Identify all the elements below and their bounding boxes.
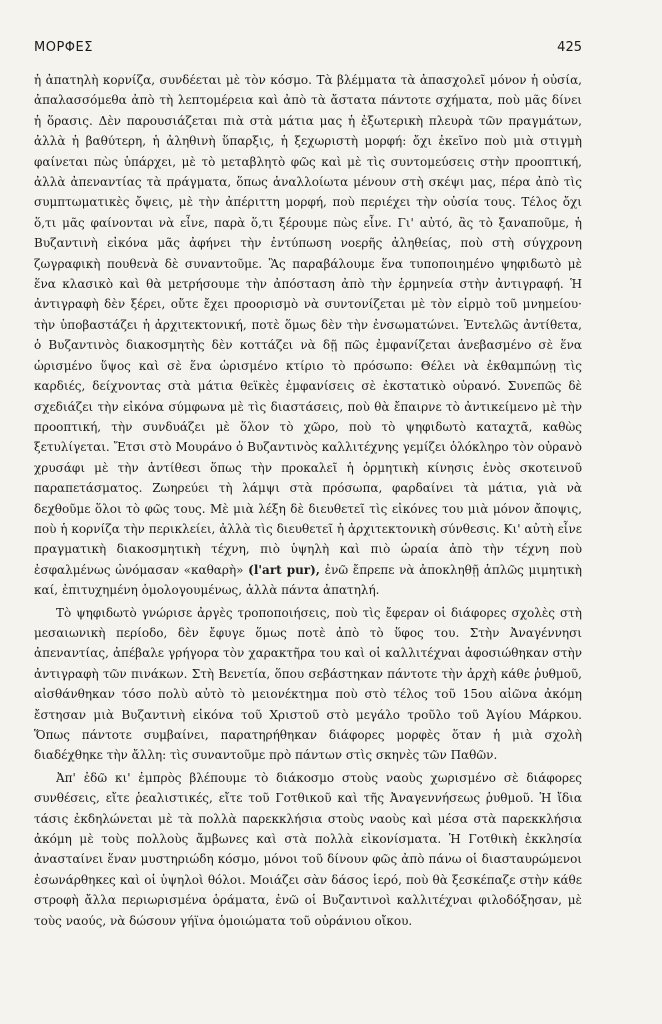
paragraph-1 xyxy=(34,70,582,601)
paragraph-1-text-before: ἡ ἀπατηλὴ κορνίζα, συνδέεται μὲ τὸν κόσμο. Τὰ βλέμματα τὰ ἀπασχολεῖ μόνον ἡ οὐσία, ἀπαλασσόμεθα ἀπὸ τὴ λεπτομέρεια καὶ ἀπὸ τὰ ἄστατα πάντοτε σχήματα, ποὺ μᾶς δίνει ἡ ὅρασις. Δὲν παρουσιάζεται πιὰ στὰ μάτια μας ἡ ἐξωτερικὴ πλευρὰ τῶν πραγμάτων, ἀλλὰ ἡ βαθύτερη, ἡ ἀληθινὴ ὕπαρξις, ἡ ξεχωριστὴ μορφή: ὄχι ἐκεῖνο ποὺ μιὰ στιγμὴ φαίνεται πὼς ὑπάρχει, μὲ τὸ μεταβλητὸ φῶς καὶ μὲ τὶς συντομεύσεις στὴν προοπτική, ἀλλὰ ἀπεναντίας τὰ πράγματα, ὅπως ἀναλλοίωτα μένουν στὴ σκέψι μας, πέρα ἀπὸ τὶς συμπτωματικὲς ὄψεις, μὲ τὴν ἀπέριττη μορφή, ποὺ περιέχει τὴν οὐσία τους. Τέλος ὄχι ὅ,τι μᾶς φαίνονται νὰ εἶνε, παρὰ ὅ,τι ξέρουμε πὼς εἶνε. Γι' αὐτό, ἂς τὸ ξαναποῦμε, ἡ Βυζαντινὴ εἰκόνα μᾶς ἀφήνει τὴν ἐντύπωση νοερῆς ἀληθείας, ποὺ στὴ σύγχρονη ζωγραφικὴ πουθενὰ δὲ συναντοῦμε. Ἂς παραβάλουμε ἕνα τυποποιημένο ψηφιδωτὸ μὲ ἕνα κλασικὸ καὶ θὰ μετρήσουμε τὴν ἀπόσταση ἀπὸ τὴν ἑρμηνεία στὴν ἀντιγραφή. Ἡ ἀντιγραφὴ δὲν ξέρει, οὔτε ἔχει προορισμὸ νὰ συντονίζεται μὲ τὸν εἱρμὸ τοῦ μνημείου· τὴν ὑποβαστάζει ἡ ἀρχιτεκτονική, ποτὲ ὅμως δὲν τὴν ἐνσωματώνει. Ἐντελῶς ἀντίθετα, ὁ Βυζαντινὸς διακοσμητὴς δὲν κοττάζει νὰ δῇ πῶς ἐμφανίζεται ἀνεβασμένο σὲ ἕνα ὡρισμένο ὕψος καὶ σὲ ἕνα ὡρισμένο κτίριο τὸ πρόσωπο: Θέλει νὰ ἐκθαμπώνῃ τὶς καρδιές, δείχνοντας στὰ μάτια θεϊκὲς ἐμφανίσεις σὲ ἐκστατικὸ οὐρανό. Συνεπῶς δὲ σχεδιάζει τὴν εἰκόνα σύμφωνα μὲ τὶς διαστάσεις, ποὺ θὰ ἔπαιρνε τὸ ἀντικείμενο μὲ τὴν προοπτική, τὴν συνδυάζει μὲ ὅλον τὸ χῶρο, ποὺ τὸ ψηφιδωτὸ καταχτᾶ, καθὼς ξετυλίγεται. Ἔτσι στὸ Μουράνο ὁ Βυζαντινὸς καλλιτέχνης γεμίζει ὁλόκληρο τὸν οὐρανὸ χρυσάφι μὲ τὴν ἀντίθεσι ὅπως τὴν προκαλεῖ ἡ ὁρμητικὴ κίνησις ἑνὸς σκοτεινοῦ παραπετάσματος. Ζωηρεύει τὴ λάμψι στὰ πρόσωπα, φαρδαίνει τὰ μάτια, γιὰ νὰ δεχθοῦμε ὅλοι τὸ φῶς τους. Μὲ μιὰ λέξη δὲ διευθετεῖ τὶς εἰκόνες του μιὰ μόνον ἄποψις, ποὺ ἡ κορνίζα τὴν περικλείει, ἀλλὰ τὶς διευθετεῖ ἡ ἀρχιτεκτονικὴ σύνθεσις. Κι' αὐτὴ εἶνε πραγματικὴ διακοσμητικὴ τέχνη, πιὸ ὑψηλὴ καὶ πιὸ ὡραία ἀπὸ τὴν τέχνη ποὺ ἐσφαλμένως ὠνόμασαν «καθαρὴ» xyxy=(34,73,582,577)
body-text xyxy=(34,70,582,931)
running-head xyxy=(34,40,582,58)
page-number: 425 xyxy=(557,40,582,55)
paragraph-1-text-after: ἐνῶ ἔπρεπε νὰ ἀποκληθῇ ἁπλῶς μιμητικὴ καί, ἐπιτυχημένη ὁμολογουμένως, ἀλλὰ πάντα ἀπατηλή. xyxy=(34,562,582,598)
paragraph-2: Τὸ ψηφιδωτὸ γνώρισε ἀργὲς τροποποιήσεις, ποὺ τὶς ἔφεραν οἱ διάφορες σχολὲς στὴ μεσαιωνικὴ περίοδο, δὲν ἔφυγε ὅμως ποτὲ ἀπὸ τὸ ὕφος του. Στὴν Ἀναγέννησι ἀπεναντίας, ἀπέβαλε γρήγορα τὸν χαρακτῆρα του καὶ οἱ καλλιτέχναι ἀφοσιώθηκαν στὴν ἀντιγραφὴ τῶν πινάκων. Στὴ Βενετία, ὅπου σεβάστηκαν πάντοτε τὴν ἀρχὴ κάθε ῥυθμοῦ, αἰσθάνθηκαν τόσο πολὺ αὐτὸ τὸ μειονέκτημα ποὺ στὸ τέλος τοῦ 15ου αἰῶνα ἀκόμη ἔστησαν μιὰ Βυζαντινὴ εἰκόνα τοῦ Χριστοῦ στὸ μεγάλο τροῦλο τοῦ Ἁγίου Μάρκου. Ὅπως πάντοτε συμβαίνει, παρατηρήθηκαν διάφορες μορφὲς ὅταν ἡ μιὰ σχολὴ διαδέχθηκε τὴν ἄλλη: τὶς συναντοῦμε πρὸ πάντων στὶς σκηνὲς τῶν Παθῶν. xyxy=(34,605,582,763)
paragraph-1-bold-term: (l'art pur), xyxy=(248,562,320,577)
paragraph-3: Ἀπ' ἐδῶ κι' ἐμπρὸς βλέπουμε τὸ διάκοσμο στοὺς ναοὺς χωρισμένο σὲ διάφορες συνθέσεις, εἴτε ῥεαλιστικές, εἴτε τοῦ Γοτθικοῦ καὶ τῆς Ἀναγεννήσεως ῥυθμοῦ. Ἡ ἴδια τάσις ἐκδηλώνεται μὲ τὰ πολλὰ παρεκκλήσια στοὺς ναοὺς καὶ μέσα στὰ παρεκκλήσια ἀκόμη μὲ τοὺς πολλοὺς ἄμβωνες καὶ στὰ πολλὰ εἰκονίσματα. Ἡ Γοτθικὴ ἐκκλησία ἀνασταίνει ἕναν μυστηριώδη κόσμο, μόνοι τοῦ δίνουν φῶς ἀπὸ πάνω οἱ διασταυρώμενοι ἐσωνάρθηκες καὶ οἱ ὑψηλοὶ θόλοι. Μοιάζει σὰν δάσος ἱερό, ποὺ θὰ ξεσκέπαζε στὴν κάθε στροφὴ ἄλλα περιωρισμένα ὁράματα, ἐνῶ οἱ Βυζαντινοὶ καλλιτέχναι φιλοδόξησαν, μὲ τοὺς ναούς, νὰ δώσουν γήϊνα ὁμοιώματα τοῦ οὐράνιου οἴκου. xyxy=(34,770,582,928)
running-title: ΜΟΡΦΕΣ xyxy=(34,40,93,55)
